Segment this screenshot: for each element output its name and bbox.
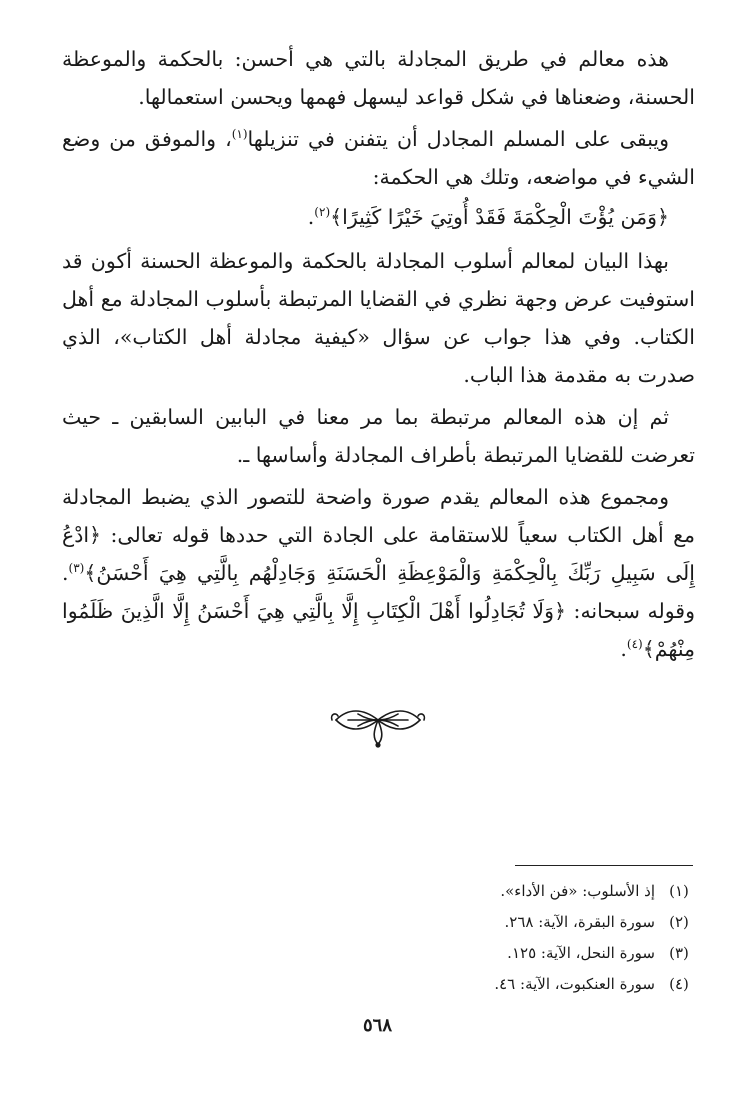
paragraph-5 bbox=[62, 478, 695, 668]
footnote-item bbox=[62, 969, 693, 1000]
quran-verse-1-text: ﴿وَمَن يُؤْتَ الْحِكْمَةَ فَقَدْ أُوتِيَ خَيْرًا كَثِيرًا﴾ bbox=[330, 205, 669, 229]
footnote-number: (٣) bbox=[669, 944, 689, 962]
footnote-ref-1[interactable]: (١) bbox=[231, 127, 248, 142]
quran-verse-1-end: . bbox=[307, 205, 315, 229]
quran-verse-1 bbox=[62, 198, 695, 236]
footnote-divider bbox=[515, 865, 693, 866]
paragraph-2 bbox=[62, 120, 695, 196]
footnote-number: (٢) bbox=[669, 913, 689, 931]
footnote-number: (١) bbox=[669, 882, 689, 900]
paragraph-4 bbox=[62, 398, 695, 474]
page-body bbox=[62, 40, 695, 672]
footnote-ref-2[interactable]: (٢) bbox=[314, 205, 331, 220]
footnote-text: إذ الأسلوب: «فن الأداء». bbox=[500, 882, 655, 900]
footnote-ref-4[interactable]: (٤) bbox=[626, 637, 643, 652]
footnote-text: سورة البقرة، الآية: ٢٦٨. bbox=[504, 913, 655, 931]
paragraph-3 bbox=[62, 242, 695, 394]
footnote-number: (٤) bbox=[669, 975, 689, 993]
footnote-item bbox=[62, 876, 693, 907]
footnote-text: سورة العنكبوت، الآية: ٤٦. bbox=[494, 975, 655, 993]
paragraph-2-text-a: ويبقى على المسلم المجادل أن يتفنن في تنزيلها bbox=[247, 127, 669, 151]
quran-verse-3: ﴿وَلَا تُجَادِلُوا أَهْلَ الْكِتَابِ إِلَّا بِالَّتِي هِيَ أَحْسَنُ إِلَّا الَّذِينَ ظَلَمُوا مِنْهُمْ﴾ bbox=[62, 599, 695, 661]
footnote-ref-3[interactable]: (٣) bbox=[68, 561, 85, 576]
footnote-item bbox=[62, 907, 693, 938]
page-number: ٥٦٨ bbox=[362, 1015, 392, 1036]
paragraph-3-text: بهذا البيان لمعالم أسلوب المجادلة بالحكمة والموعظة الحسنة أكون قد استوفيت عرض وجهة نظري في القضايا المرتبطة بأسلوب المجادلة مع أهل الكتاب. وفي هذا جواب عن سؤال «كيفية مجادلة أهل الكتاب»، الذي صدرت به مقدمة هذا الباب. bbox=[62, 249, 695, 387]
quran-verse-2: ﴿ادْعُ إِلَى سَبِيلِ رَبِّكَ بِالْحِكْمَةِ وَالْمَوْعِظَةِ الْحَسَنَةِ وَجَادِلْهُم بِالَّتِي هِيَ أَحْسَنُ﴾ bbox=[62, 523, 695, 585]
paragraph-5-text-b: . وقوله سبحانه: bbox=[62, 561, 695, 623]
calligraphic-ornament-icon bbox=[0, 700, 755, 754]
paragraph-4-text: ثم إن هذه المعالم مرتبطة بما مر معنا في البابين السابقين ـ حيث تعرضت للقضايا المرتبطة بأطراف المجادلة وأساسها ـ. bbox=[62, 405, 695, 467]
footnote-text: سورة النحل، الآية: ١٢٥. bbox=[507, 944, 655, 962]
footnote-item bbox=[62, 938, 693, 969]
paragraph-5-text-a: ومجموع هذه المعالم يقدم صورة واضحة للتصور الذي يضبط المجادلة مع أهل الكتاب سعياً للاستقامة على الجادة التي حددها قوله تعالى: bbox=[62, 485, 695, 547]
footnotes-section bbox=[62, 865, 693, 1000]
paragraph-1 bbox=[62, 40, 695, 116]
paragraph-5-end: . bbox=[620, 637, 627, 661]
paragraph-2-text-b: ، والموفق من وضع الشيء في مواضعه، وتلك هي الحكمة: bbox=[62, 127, 695, 189]
paragraph-1-text: هذه معالم في طريق المجادلة بالتي هي أحسن: بالحكمة والموعظة الحسنة، وضعناها في شكل قواعد ليسهل فهمها ويحسن استعمالها. bbox=[62, 47, 695, 109]
